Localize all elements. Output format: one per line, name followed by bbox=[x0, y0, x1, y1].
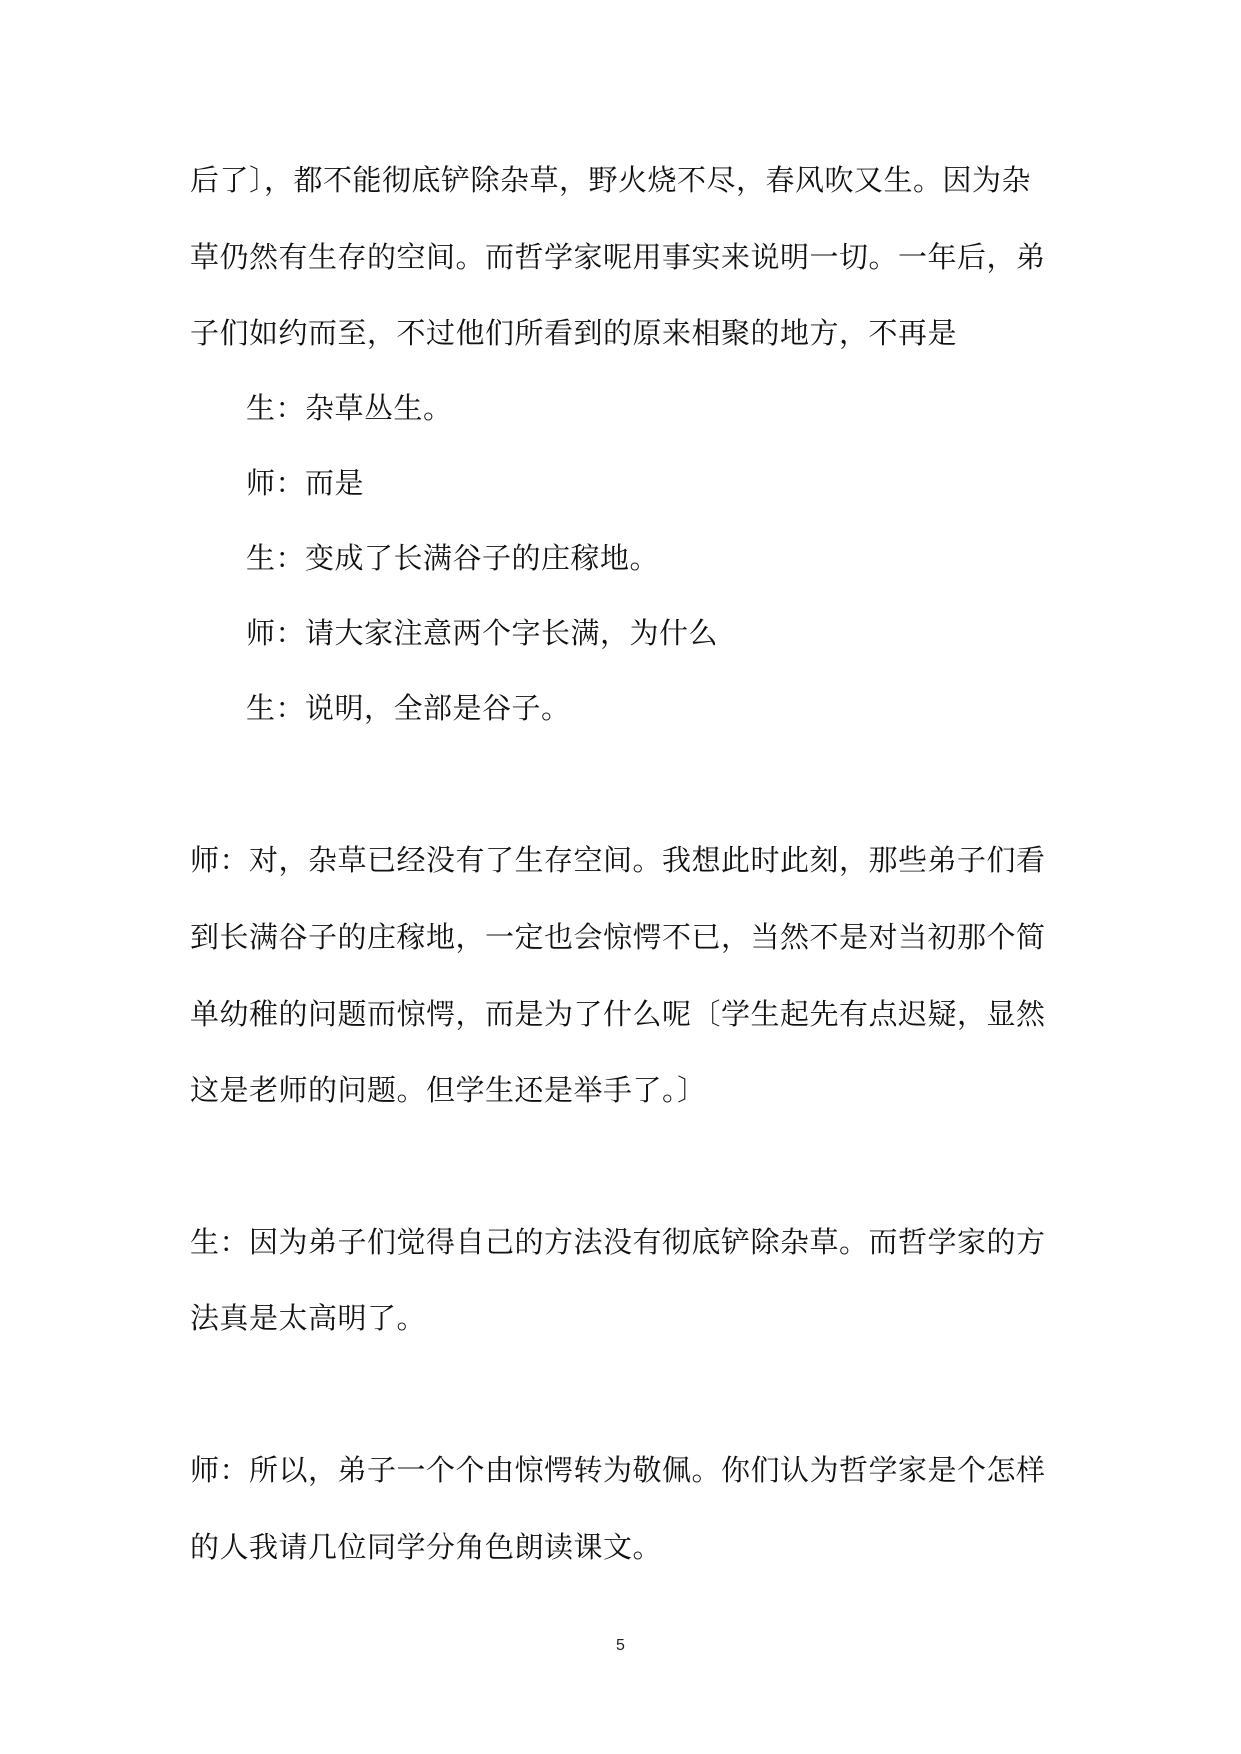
paragraph-line: 这是老师的问题。但学生还是举手了。〕 bbox=[190, 1073, 707, 1107]
paragraph-line: 师：对，杂草已经没有了生存空间。我想此时此刻，那些弟子们看 bbox=[190, 843, 1046, 877]
dialogue-line: 师：而是 bbox=[246, 466, 365, 500]
dialogue-line: 生：杂草丛生。 bbox=[246, 391, 453, 425]
dialogue-line: 生：变成了长满谷子的庄稼地。 bbox=[246, 541, 660, 575]
paragraph-line: 生：因为弟子们觉得自己的方法没有彻底铲除杂草。而哲学家的方 bbox=[190, 1225, 1046, 1259]
paragraph-line: 子们如约而至，不过他们所看到的原来相聚的地方，不再是 bbox=[190, 316, 958, 350]
paragraph-line: 的人我请几位同学分角色朗读课文。 bbox=[190, 1530, 663, 1564]
paragraph-line: 到长满谷子的庄稼地，一定也会惊愕不已，当然不是对当初那个简 bbox=[190, 920, 1046, 954]
paragraph-line: 后了〕，都不能彻底铲除杂草，野火烧不尽，春风吹又生。因为杂 bbox=[190, 163, 1032, 197]
page-number: 5 bbox=[616, 1637, 625, 1654]
paragraph-line: 草仍然有生存的空间。而哲学家呢用事实来说明一切。一年后，弟 bbox=[190, 240, 1046, 274]
dialogue-line: 师：请大家注意两个字长满，为什么 bbox=[246, 616, 719, 650]
paragraph-line: 单幼稚的问题而惊愕，而是为了什么呢〔学生起先有点迟疑，显然 bbox=[190, 997, 1046, 1031]
paragraph-line: 师：所以，弟子一个个由惊愕转为敬佩。你们认为哲学家是个怎样 bbox=[190, 1453, 1046, 1487]
dialogue-line: 生：说明，全部是谷子。 bbox=[246, 691, 571, 725]
paragraph-line: 法真是太高明了。 bbox=[190, 1301, 427, 1335]
